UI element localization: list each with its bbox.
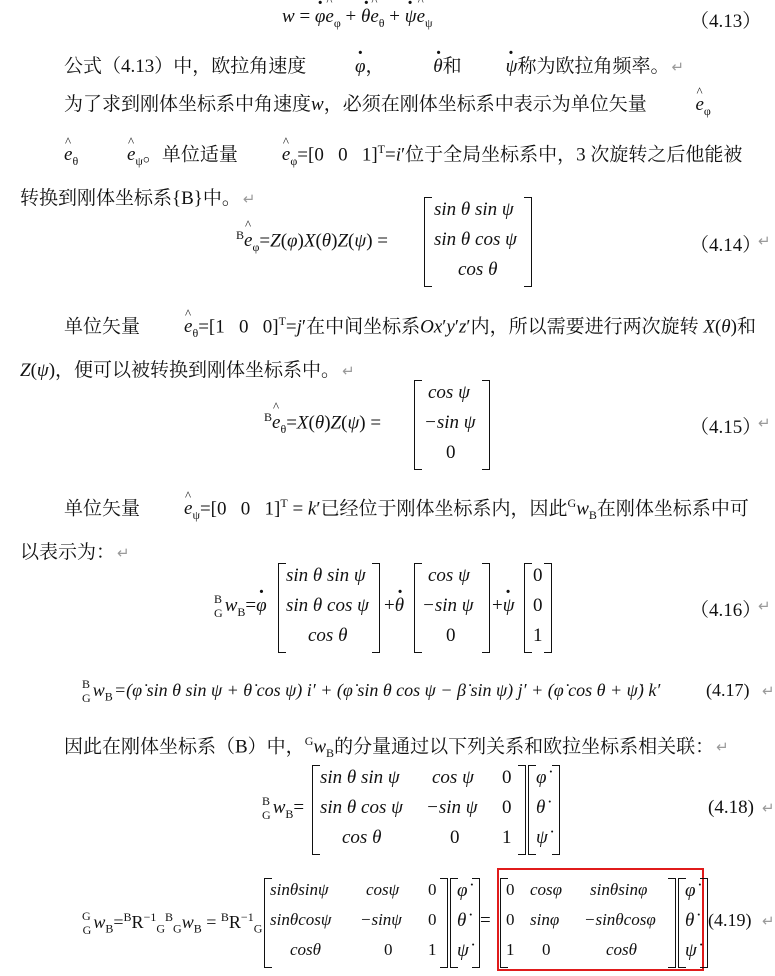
text: 单位矢量 bbox=[64, 498, 141, 520]
matrix-cell: cos ψ bbox=[428, 565, 470, 586]
eq-4-17-lhs: $^B_G$ $w_B$ bbox=[82, 677, 113, 705]
text: 和 bbox=[442, 56, 462, 77]
return-mark-icon: ↵ bbox=[117, 544, 130, 563]
return-mark-icon: ↵ bbox=[762, 799, 775, 817]
text: 为了求到刚体坐标系中角速度 bbox=[64, 94, 312, 115]
matrix-cell: −sin ψ bbox=[424, 412, 476, 433]
matrix-cell: sin θ cos ψ bbox=[434, 229, 517, 250]
matrix-cell: sinθsinφ bbox=[590, 880, 648, 899]
eq-4-14-lhs: $^B$^ $e_\varphi=Z(\varphi)X(\theta)Z(\psi)$ = bbox=[236, 228, 388, 255]
matrix-cell: 0 bbox=[384, 940, 393, 959]
matrix-cell: 1 bbox=[428, 940, 437, 959]
matrix-cell: 0 bbox=[428, 880, 437, 899]
text: 和 bbox=[736, 316, 756, 338]
eq-number: （4.16） bbox=[690, 600, 762, 621]
matrix-cell: cos θ bbox=[342, 827, 382, 848]
matrix-cell: sin θ cos ψ bbox=[320, 797, 403, 818]
matrix-cell: cos ψ bbox=[432, 767, 474, 788]
plus-theta: +· θ bbox=[384, 595, 404, 617]
text: 称为欧拉角频率。 bbox=[517, 56, 670, 77]
matrix-cell: 0 bbox=[506, 910, 515, 929]
eq-number: （4.14） bbox=[690, 235, 762, 256]
text: 。单位适量 bbox=[142, 144, 238, 166]
matrix-cell: 1 bbox=[506, 940, 515, 959]
matrix-cell: 0 bbox=[450, 827, 460, 848]
text: 在刚体坐标系中可以表示为： bbox=[20, 498, 749, 564]
matrix-cell: cos θ bbox=[308, 625, 348, 646]
matrix-cell: 0 bbox=[446, 442, 456, 463]
return-mark-icon: ↵ bbox=[758, 232, 771, 250]
eq-number: (4.17) bbox=[706, 680, 750, 700]
vector-cell: θ̇ bbox=[685, 910, 695, 931]
paragraph-1: 公式（4.13）中，欧拉角速度 · φ， · θ和· ψ称为欧拉角频率。 ↵ bbox=[20, 48, 760, 86]
paragraph-2: 为了求到刚体坐标系中角速度w，必须在刚体坐标系中表示为单位矢量 ^ $e_\varphi$ ^ $e_\theta$ ^ $e_\psi$。单位适量^ $e_\varphi=[0$ 0 1]$^T$=i′位于全局坐标系中，3 次旋转之后他能被转换到刚体坐标系{B}中。 ↵ bbox=[20, 86, 760, 218]
return-mark-icon: ↵ bbox=[671, 58, 685, 76]
return-mark-icon: ↵ bbox=[342, 362, 355, 381]
return-mark-icon: ↵ bbox=[758, 414, 771, 432]
eq-4-19-lhs: $^G_G$ $w_B=^BR^{-1}_G^B_Gw_B = ^BR^{-1}_G$ bbox=[82, 909, 263, 937]
return-mark-icon: ↵ bbox=[762, 912, 775, 930]
matrix-cell: sinφ bbox=[530, 910, 560, 929]
text: 内，所以需要进行两次旋转 bbox=[470, 316, 699, 338]
text: ， bbox=[365, 56, 385, 77]
matrix-cell: cosφ bbox=[530, 880, 563, 899]
text: 的分量通过以下列关系和欧拉坐标系相关联： bbox=[334, 736, 715, 758]
text: ，必须在刚体坐标系中表示为单位矢量 bbox=[323, 94, 647, 115]
highlight-box bbox=[497, 868, 704, 971]
return-mark-icon: ↵ bbox=[242, 189, 256, 208]
eq-4-15-lhs: $^B$^ $e_\theta=X(\theta)Z(\psi)$ = bbox=[264, 410, 381, 437]
vector-cell: φ̇ bbox=[457, 880, 468, 901]
text: 已经位于刚体坐标系内，因此 bbox=[320, 498, 568, 520]
eq-4-16-lhs: $^B_G$ $w_B=\cdot \varphi$ bbox=[214, 595, 267, 620]
matrix-cell: sin θ sin ψ bbox=[434, 199, 514, 220]
return-mark-icon: ↵ bbox=[762, 682, 775, 700]
vector-cell: θ̇ bbox=[536, 797, 546, 818]
plus-psi: +· ψ bbox=[492, 595, 515, 617]
text: 因此在刚体坐标系（B）中， bbox=[64, 736, 305, 758]
vector-cell: φ̇ bbox=[536, 767, 547, 788]
eq-number: （4.13） bbox=[690, 11, 762, 32]
vector-cell: ψ̇ bbox=[536, 827, 548, 848]
matrix-cell: 0 bbox=[446, 625, 456, 646]
matrix-cell: cos ψ bbox=[428, 382, 470, 403]
text: 公式（4.13）中，欧拉角速度 bbox=[64, 56, 307, 77]
matrix-cell: cos θ bbox=[458, 259, 498, 280]
matrix-cell: cosθ bbox=[606, 940, 638, 959]
matrix-cell: cosψ bbox=[366, 880, 400, 899]
matrix-cell: 0 bbox=[533, 595, 543, 616]
paragraph-3: 单位矢量^ $e_\theta=[1$ 0 0]$^T$=j′在中间坐标系Ox′y′z′内，所以需要进行两次旋转 X(θ)和Z(ψ)，便可以被转换到刚体坐标系中。 ↵ bbox=[20, 302, 760, 390]
text: 单位矢量 bbox=[64, 316, 141, 338]
vector-cell: ψ̇ bbox=[457, 940, 469, 961]
matrix-cell: sin θ sin ψ bbox=[286, 565, 366, 586]
return-mark-icon: ↵ bbox=[716, 738, 729, 757]
matrix-cell: −sinθcosφ bbox=[584, 910, 656, 929]
matrix-cell: 0 bbox=[502, 767, 512, 788]
matrix-cell: −sinψ bbox=[360, 910, 402, 929]
text: 位于全局坐标系中，3 次旋转之后他能被转换到刚体坐标系{B}中。 bbox=[20, 144, 743, 209]
eq-4-18-lhs: $^B_G$ $w_B=$ bbox=[262, 794, 305, 822]
vector-cell: ψ̇ bbox=[685, 940, 697, 961]
matrix-cell: cosθ bbox=[290, 940, 322, 959]
matrix-cell: 0 bbox=[506, 880, 515, 899]
vector-cell: θ̇ bbox=[457, 910, 467, 931]
matrix-cell: 1 bbox=[502, 827, 512, 848]
equals-sign: = bbox=[480, 910, 491, 931]
eq-number: (4.18) bbox=[708, 797, 754, 818]
matrix-cell: sinθcosψ bbox=[270, 910, 332, 929]
matrix-cell: −sin ψ bbox=[422, 595, 474, 616]
text: 在中间坐标系 bbox=[306, 316, 421, 338]
matrix-cell: 0 bbox=[502, 797, 512, 818]
eq-number: （4.15） bbox=[690, 417, 762, 438]
matrix-cell: 1 bbox=[533, 625, 543, 646]
eq-4-13-body: w = · φ^ $e_\varphi$ + · θ^ $e_\theta$ + · ψ^ $e_\psi$ bbox=[282, 6, 433, 31]
matrix-cell: 0 bbox=[428, 910, 437, 929]
matrix-cell: −sin ψ bbox=[426, 797, 478, 818]
matrix-cell: 0 bbox=[533, 565, 543, 586]
equation-4-13 bbox=[0, 0, 773, 40]
text: ，便可以被转换到刚体坐标系中。 bbox=[55, 360, 341, 382]
paragraph-4: 单位矢量^ $e_\psi=[0$ 0 1]$^T$ = k′已经位于刚体坐标系内，因此$^Gw_B$在刚体坐标系中可以表示为： ↵ bbox=[20, 484, 760, 572]
vector-cell: φ̇ bbox=[685, 880, 696, 901]
eq-4-17-body: =(φ̇ sin θ sin ψ + θ̇ cos ψ) i′ + (φ̇ sin θ cos ψ − β̇ sin ψ) j′ + (φ̇ cos θ + ψ̇) k′ bbox=[114, 680, 661, 700]
paragraph-5: 因此在刚体坐标系（B）中，$^Gw_B$的分量通过以下列关系和欧拉坐标系相关联： ↵ bbox=[64, 734, 729, 761]
matrix-cell: sin θ cos ψ bbox=[286, 595, 369, 616]
matrix-cell: 0 bbox=[542, 940, 551, 959]
matrix-cell: sin θ sin ψ bbox=[320, 767, 400, 788]
matrix-cell: sinθsinψ bbox=[270, 880, 329, 899]
eq-number: (4.19) bbox=[708, 910, 752, 930]
return-mark-icon: ↵ bbox=[758, 597, 771, 615]
